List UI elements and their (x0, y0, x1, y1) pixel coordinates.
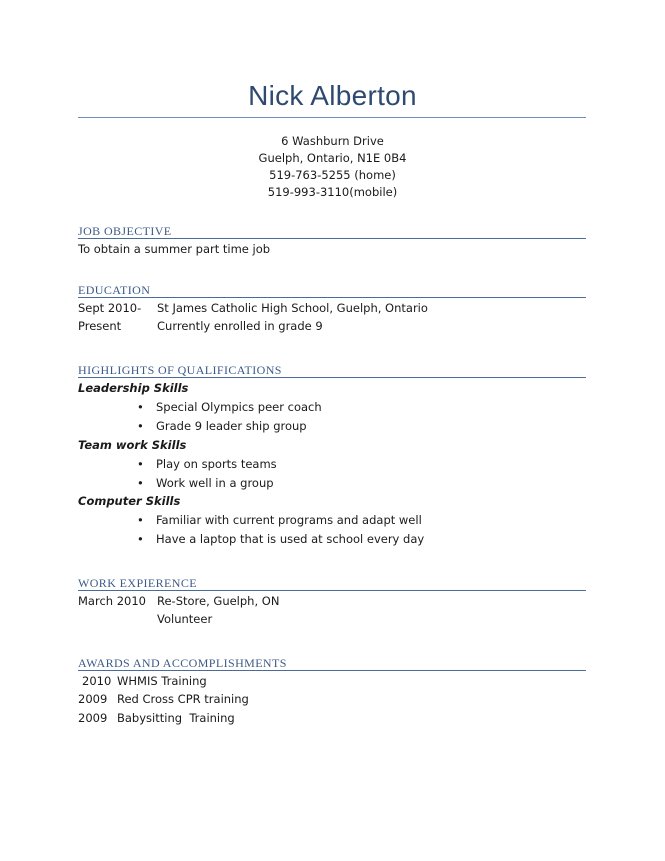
bullet-icon: • (137, 513, 144, 527)
skill-item: • Special Olympics peer coach (137, 400, 322, 414)
name-divider (78, 117, 586, 118)
address-line-2: Guelph, Ontario, N1E 0B4 (258, 151, 407, 165)
award-year: 2009 (78, 692, 108, 706)
education-school: St James Catholic High School, Guelph, Ontario (157, 301, 428, 315)
work-heading: WORK EXPIERENCE (78, 576, 586, 591)
work-role: Volunteer (157, 612, 213, 626)
education-status: Currently enrolled in grade 9 (157, 319, 323, 333)
skill-group-title: Computer Skills (78, 494, 181, 508)
skill-item: • Familiar with current programs and adapt well (137, 513, 422, 527)
work-date: March 2010 (78, 594, 146, 608)
skill-item: • Grade 9 leader ship group (137, 419, 307, 433)
awards-heading: AWARDS AND ACCOMPLISHMENTS (78, 656, 586, 671)
skill-item: • Have a laptop that is used at school every day (137, 532, 425, 546)
work-place: Re-Store, Guelph, ON (157, 594, 280, 608)
award-title: Babysitting Training (117, 711, 235, 725)
objective-text: To obtain a summer part time job (78, 242, 271, 256)
bullet-icon: • (137, 476, 144, 490)
bullet-icon: • (137, 419, 144, 433)
bullet-icon: • (137, 457, 144, 471)
candidate-name: Nick Alberton (248, 80, 417, 111)
contact-block (0, 133, 665, 201)
education-date-start: Sept 2010- (78, 301, 142, 315)
skill-group-title: Team work Skills (78, 438, 187, 452)
phone-mobile: 519-993-3110(mobile) (267, 185, 398, 199)
phone-home: 519-763-5255 (home) (269, 168, 396, 182)
bullet-icon: • (137, 400, 144, 414)
objective-heading: JOB OBJECTIVE (78, 224, 586, 239)
address-line-1: 6 Washburn Drive (281, 134, 384, 148)
skill-group-title: Leadership Skills (78, 381, 189, 395)
award-year: 2009 (78, 711, 108, 725)
qualifications-heading: HIGHLIGHTS OF QUALIFICATIONS (78, 363, 586, 378)
award-title: Red Cross CPR training (117, 692, 249, 706)
skill-item: • Play on sports teams (137, 457, 277, 471)
award-year: 2010 (82, 674, 112, 688)
skill-item: • Work well in a group (137, 476, 274, 490)
bullet-icon: • (137, 532, 144, 546)
award-title: WHMIS Training (117, 674, 207, 688)
education-date-end: Present (78, 319, 122, 333)
education-heading: EDUCATION (78, 283, 586, 298)
